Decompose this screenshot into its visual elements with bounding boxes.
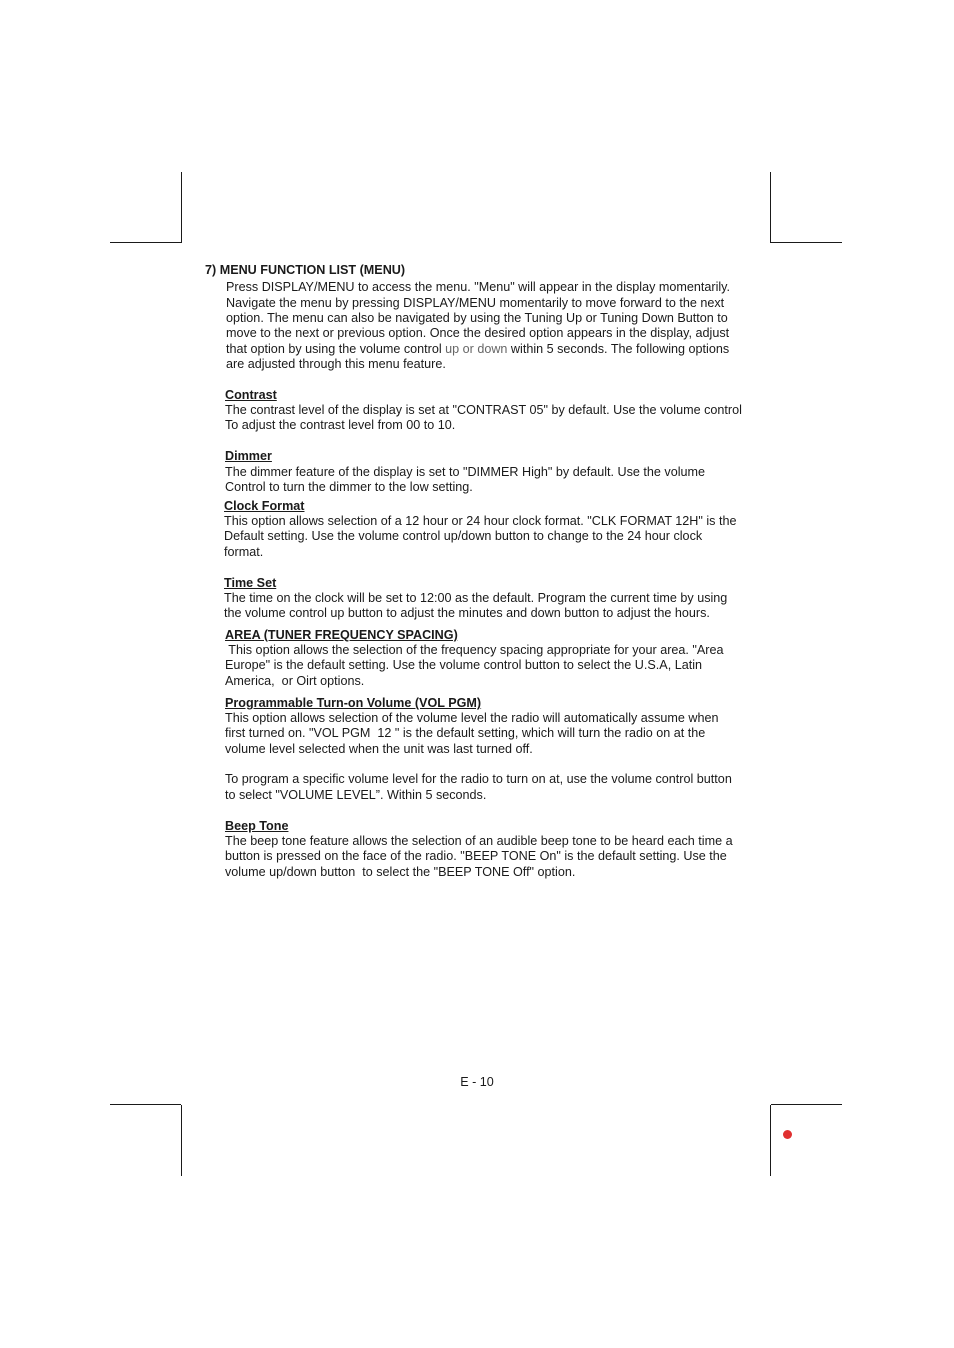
crop-mark: [770, 1105, 771, 1176]
area-heading: AREA (TUNER FREQUENCY SPACING): [225, 628, 458, 642]
text-run: within 5 seconds. The following options: [507, 342, 730, 356]
text-line: move to the next or previous option. Once the desired option appears in the display, adjust: [226, 326, 730, 340]
text-line: To program a specific volume level for the radio to turn on at, use the volume control button: [225, 772, 732, 786]
text-line: are adjusted through this menu feature.: [226, 357, 446, 371]
text-line: Default setting. Use the volume control up/down button to change to the 24 hour clock: [224, 529, 703, 543]
time-set-heading: Time Set: [224, 576, 277, 590]
contrast-heading: Contrast: [225, 388, 277, 402]
clock-format-heading: Clock Format: [224, 499, 305, 513]
text-run-gray: up or down: [445, 342, 508, 356]
text-line: The time on the clock will be set to 12:00 as the default. Program the current time by using: [224, 591, 728, 605]
text-line: The dimmer feature of the display is set to "DIMMER High" by default. Use the volume: [225, 465, 706, 479]
text-line: volume level selected when the unit was last turned off.: [225, 742, 533, 756]
section-title: 7) MENU FUNCTION LIST (MENU): [205, 263, 406, 277]
registration-dot: [783, 1130, 792, 1139]
text-line: Navigate the menu by pressing DISPLAY/MENU momentarily to move forward to the next: [226, 296, 725, 310]
text-run: that option by using the volume control: [226, 342, 446, 356]
crop-mark: [770, 172, 771, 243]
crop-mark: [110, 242, 181, 243]
text-line: Control to turn the dimmer to the low setting.: [225, 480, 473, 494]
text-line: Press DISPLAY/MENU to access the menu. "Menu" will appear in the display momentarily.: [226, 280, 731, 294]
text-line: This option allows selection of a 12 hour or 24 hour clock format. "CLK FORMAT 12H" is the: [224, 514, 737, 528]
text-line: to select "VOLUME LEVEL”. Within 5 seconds.: [225, 788, 487, 802]
text-line: This option allows selection of the volume level the radio will automatically assume when: [225, 711, 719, 725]
text-line: This option allows the selection of the frequency spacing appropriate for your area. "Area: [225, 643, 724, 657]
text-line: format.: [224, 545, 264, 559]
text-line: the volume control up button to adjust the minutes and down button to adjust the hours.: [224, 606, 710, 620]
text-line: volume up/down button to select the "BEEP TONE Off" option.: [225, 865, 576, 879]
text-line: [226, 342, 729, 357]
beep-tone-heading: Beep Tone: [225, 819, 289, 833]
text-line: option. The menu can also be navigated by using the Tuning Up or Tuning Down Button to: [226, 311, 728, 325]
text-line: first turned on. "VOL PGM 12 " is the default setting, which will turn the radio on at the: [225, 726, 706, 740]
text-line: The contrast level of the display is set at "CONTRAST 05" by default. Use the volume control: [225, 403, 742, 417]
text-line: The beep tone feature allows the selection of an audible beep tone to be heard each time a: [225, 834, 733, 848]
crop-mark: [181, 172, 182, 243]
text-line: button is pressed on the face of the radio. "BEEP TONE On" is the default setting. Use the: [225, 849, 727, 863]
crop-mark: [110, 1104, 181, 1105]
text-line: Europe" is the default setting. Use the volume control button to select the U.S.A, Latin: [225, 658, 703, 672]
crop-mark: [771, 242, 842, 243]
dimmer-heading: Dimmer: [225, 449, 272, 463]
crop-mark: [771, 1104, 842, 1105]
page-number: E - 10: [460, 1075, 494, 1089]
text-line: To adjust the contrast level from 00 to 10.: [225, 418, 456, 432]
vol-pgm-heading: Programmable Turn-on Volume (VOL PGM): [225, 696, 482, 710]
crop-mark: [181, 1105, 182, 1176]
text-line: America, or Oirt options.: [225, 674, 365, 688]
